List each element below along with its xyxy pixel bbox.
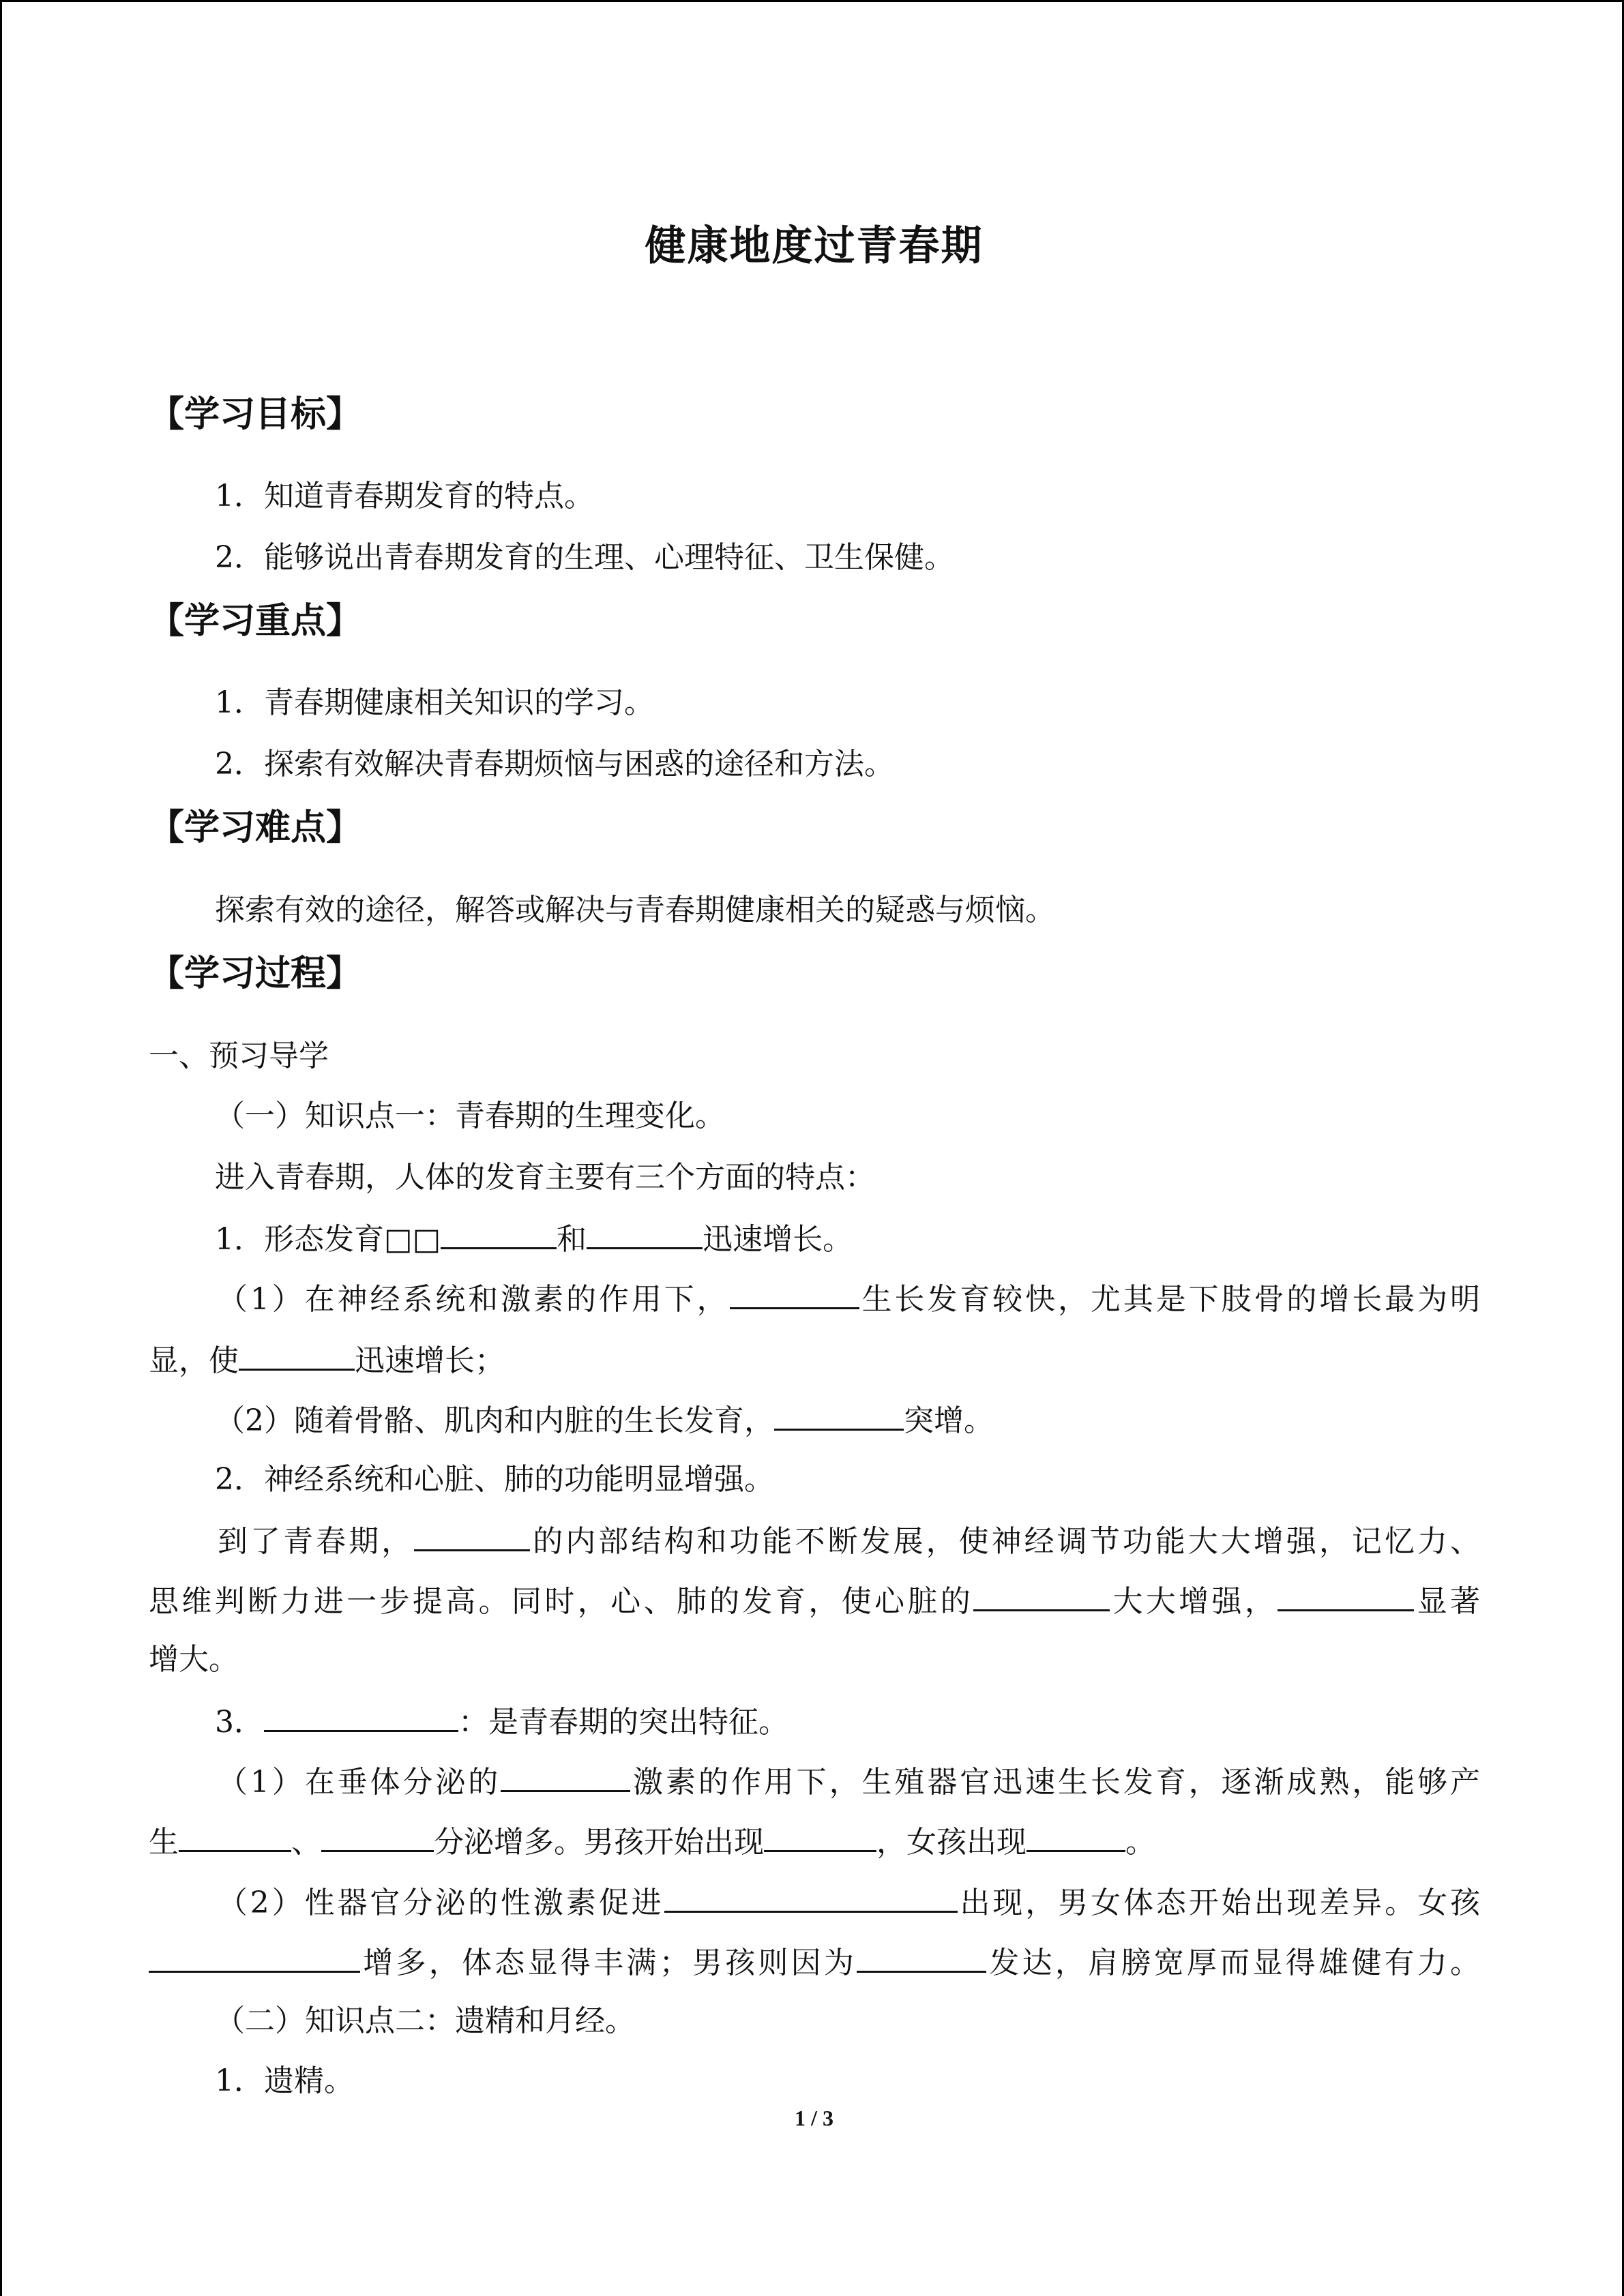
item-2-text-c: 思维判断力进一步提高。同时，心、肺的发育，使心脏的: [149, 1584, 974, 1619]
fill-blank[interactable]: [730, 1277, 859, 1309]
section-heading-difficulties: 【学习难点】: [149, 807, 362, 848]
section-heading-process: 【学习过程】: [149, 953, 362, 994]
item-1-1-text-a: （1）在神经系统和激素的作用下，: [215, 1282, 730, 1317]
item-1-1-text-d: 迅速增长；: [355, 1343, 505, 1378]
fill-blank[interactable]: [857, 1941, 986, 1973]
item-3-2-line-1: [149, 1881, 1480, 1924]
fill-blank[interactable]: [774, 1399, 904, 1431]
item-2-para-line-2: [149, 1579, 1480, 1622]
item-1-2-line: [215, 1399, 994, 1442]
item-3-2-text-c: 增多，体态显得丰满；男孩则因为: [360, 1945, 857, 1980]
knowledge-point-2-item-1: 1．遗精。: [215, 2063, 354, 2098]
item-1-text-b: 和: [557, 1222, 587, 1257]
fill-blank[interactable]: [501, 1760, 630, 1792]
item-3-1-text-c: 生: [149, 1825, 179, 1860]
item-3-1-text-d: 、: [291, 1825, 321, 1860]
fill-blank[interactable]: [264, 1700, 458, 1732]
item-3-1-text-g: 。: [1125, 1825, 1155, 1860]
knowledge-point-1-title: （一）知识点一：青春期的生理变化。: [215, 1099, 725, 1133]
item-1-line: [215, 1217, 853, 1260]
item-3-2-line-2: [149, 1941, 1480, 1984]
fill-blank[interactable]: [149, 1941, 360, 1973]
item-3-2-text-a: （2）性器官分泌的性激素促进: [215, 1885, 664, 1920]
fill-blank[interactable]: [321, 1820, 434, 1852]
item-2-line: 2．神经系统和心脏、肺的功能明显增强。: [215, 1462, 774, 1497]
item-3-1-text-b: 激素的作用下，生殖器官迅速生长发育，逐渐成熟，能够产: [630, 1765, 1481, 1800]
item-2-para-line-1: [149, 1519, 1480, 1562]
item-3-1-line-2: [149, 1820, 1155, 1863]
goal-item-1: 1．知道青春期发育的特点。: [215, 479, 594, 513]
item-3-1-text-a: （1）在垂体分泌的: [215, 1765, 501, 1800]
item-1-text-a: 1．形态发育□□: [215, 1222, 441, 1257]
item-3-1-line-1: [149, 1760, 1480, 1803]
knowledge-point-2-title: （二）知识点二：遗精和月经。: [215, 2003, 635, 2038]
fill-blank[interactable]: [1278, 1579, 1414, 1611]
item-2-para-line-3: 增大。: [149, 1642, 239, 1677]
item-3-1-text-e: 分泌增多。男孩开始出现: [434, 1825, 764, 1860]
section-heading-goals: 【学习目标】: [149, 393, 362, 435]
item-2-text-e: 显著: [1414, 1584, 1481, 1619]
keypoint-item-1: 1．青春期健康相关知识的学习。: [215, 685, 654, 720]
fill-blank[interactable]: [441, 1217, 557, 1249]
item-1-text-c: 迅速增长。: [703, 1222, 853, 1257]
goal-item-2: 2．能够说出青春期发育的生理、心理特征、卫生保健。: [215, 540, 954, 575]
item-1-1-text-c: 显，使: [149, 1343, 239, 1378]
item-1-2-text-b: 突增。: [904, 1403, 994, 1438]
fill-blank[interactable]: [973, 1579, 1110, 1611]
item-3-text-b: ：是青春期的突出特征。: [458, 1705, 788, 1740]
fill-blank[interactable]: [239, 1339, 355, 1371]
item-3-2-text-d: 发达，肩膀宽厚而显得雄健有力。: [986, 1945, 1481, 1980]
item-2-text-d: 大大增强，: [1110, 1584, 1278, 1619]
difficulty-text: 探索有效的途径，解答或解决与青春期健康相关的疑惑与烦恼。: [215, 893, 1055, 927]
knowledge-point-1-intro: 进入青春期，人体的发育主要有三个方面的特点：: [215, 1160, 875, 1195]
fill-blank[interactable]: [764, 1820, 876, 1852]
item-3-2-text-b: 出现，男女体态开始出现差异。女孩: [957, 1885, 1480, 1920]
item-3-text-a: 3．: [215, 1705, 264, 1740]
item-1-2-text-a: （2）随着骨骼、肌肉和内脏的生长发育，: [215, 1403, 774, 1438]
item-2-text-b: 的内部结构和功能不断发展，使神经调节功能大大增强，记忆力、: [530, 1524, 1481, 1559]
item-1-1-line-2: [149, 1339, 505, 1382]
keypoint-item-2: 2．探索有效解决青春期烦恼与困惑的途径和方法。: [215, 747, 894, 781]
fill-blank[interactable]: [587, 1217, 703, 1249]
fill-blank[interactable]: [664, 1881, 958, 1913]
item-1-1-line-1: [149, 1277, 1480, 1320]
fill-blank[interactable]: [414, 1519, 530, 1551]
page-number: 1 / 3: [795, 2106, 833, 2130]
item-3-1-text-f: ，女孩出现: [876, 1825, 1027, 1860]
item-3-line: [215, 1700, 788, 1743]
part-heading: 一、预习导学: [149, 1039, 329, 1073]
item-2-text-a: 到了青春期，: [215, 1524, 415, 1559]
page-title: 健康地度过青春期: [645, 222, 984, 270]
fill-blank[interactable]: [179, 1820, 291, 1852]
section-heading-keypoints: 【学习重点】: [149, 600, 362, 642]
fill-blank[interactable]: [1027, 1820, 1125, 1852]
item-1-1-text-b: 生长发育较快，尤其是下肢骨的增长最为明: [859, 1282, 1480, 1317]
